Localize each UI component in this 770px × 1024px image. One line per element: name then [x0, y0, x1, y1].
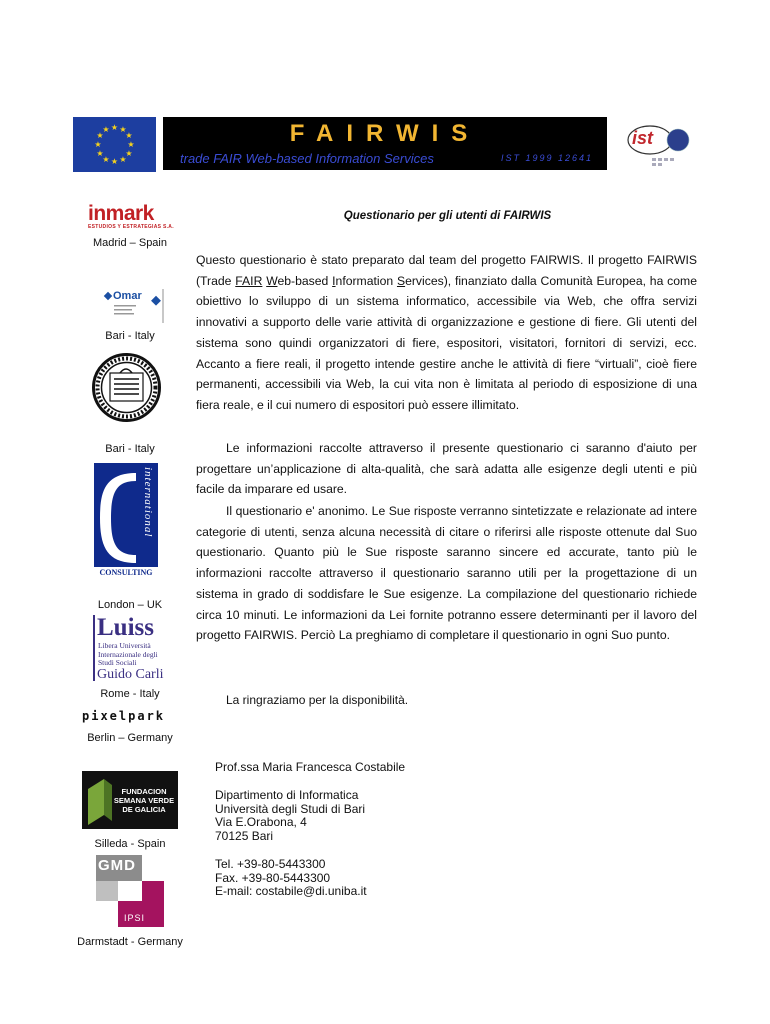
- svg-text:★: ★: [102, 125, 110, 134]
- svg-text:★: ★: [96, 149, 104, 158]
- signature-name: Prof.ssa Maria Francesca Costabile: [215, 760, 406, 774]
- fundacion-semana-verde-logo: [82, 771, 178, 829]
- ist-logo-text: ist: [632, 128, 654, 148]
- pixelpark-logo: pixelpark: [82, 709, 166, 723]
- fundacion-location: Silleda - Spain: [94, 838, 166, 850]
- ist-logo: [626, 120, 692, 170]
- svg-text:★: ★: [94, 140, 102, 149]
- svg-text:★: ★: [102, 155, 110, 164]
- omar-logo: [100, 287, 170, 325]
- luiss-name: Luiss: [97, 614, 154, 641]
- omar-location: Bari - Italy: [105, 330, 155, 342]
- consulting-label: CONSULTING: [99, 568, 153, 577]
- svg-text:★: ★: [110, 157, 119, 166]
- luiss-logo: [93, 615, 173, 681]
- svg-text:★: ★: [125, 149, 133, 158]
- svg-text:★: ★: [127, 140, 135, 149]
- svg-text:★: ★: [96, 131, 104, 140]
- questionnaire-title: Questionario per gli utenti di FAIRWIS: [343, 210, 552, 222]
- inmark-logo: inmark: [88, 202, 154, 225]
- consulting-international-logo: [94, 463, 158, 581]
- svg-text:★: ★: [119, 155, 127, 164]
- seal-location: Bari - Italy: [105, 443, 155, 455]
- intro-paragraph: Questo questionario è stato preparato dal team del progetto FAIRWIS. Il progetto FAIRWIS (Trade FAIR Web-based Information Services), finanziato dalla Comunità Europea, ha come obiettivo lo sviluppo di un sistema informatico, accessibile via Web, che offra servizi innovativi a supporto delle varie attività di organizzazione e gestione di fiere. Gli utenti del sistema sono quindi organizzatori di fiere, espositori, visitatori, fornitori di servizi, ecc. Accanto a fiere reali, il progetto intende gestire anche le attività di fiere “virtuali”, cioè fiere permanenti, accessibili via Web, la cui vita non è limitata al periodo di esposizione di una fiera reale, e il cui numero di espositori può essere illimitato.: [196, 253, 697, 412]
- fax-text: Fax. +39-80-5443300: [215, 870, 331, 885]
- fundacion-text: FUNDACION SEMANA VERDE DE GALICIA: [113, 787, 175, 814]
- inmark-location: Madrid – Spain: [93, 237, 167, 249]
- fairwis-banner: [163, 117, 607, 170]
- banner-code: IST 1999 12641: [501, 153, 594, 163]
- thanks-text: La ringraziamo per la disponibilità.: [226, 693, 409, 707]
- phone-text: Tel. +39-80-5443300: [215, 857, 326, 871]
- anonymity-paragraph: Il questionario e' anonimo. Le Sue risposte verranno sintetizzate e relazionate ad intere categorie di utenti, senza alcuna necessità di citare o riferirsi alle risposte ottenute dal Suo questionario. Quanto più le Sue risposte saranno sincere ed accurate, tanto più le informazioni raccolte attraverso il questionario saranno utili per la progettazione di un sistema in grado di soddisfare le Sue esigenze. La compilazione del questionario richiede circa 10 minuti. Le informazioni da Lei fornite potranno essere determinanti per il lavoro del progetto FAIRWIS. Perciò La preghiamo di completare il questionario in ogni Suo punto.: [196, 504, 697, 643]
- signature-address: Dipartimento di Informatica Università degli Studi di Bari Via E.Orabona, 4 70125 Bari: [215, 788, 366, 843]
- svg-text:★: ★: [110, 123, 119, 132]
- purpose-paragraph: Le informazioni raccolte attraverso il presente questionario ci saranno d'aiuto per progettare un’applicazione di alta-qualità, che sarà adatta alle esigenze degli utenti e più facile da imparare ed usare.: [196, 441, 697, 497]
- banner-subtitle: trade FAIR Web-based Information Services: [180, 151, 434, 166]
- consulting-location: London – UK: [97, 599, 163, 611]
- luiss-text: Libera Università Internazionale degli Studi Sociali: [98, 641, 158, 667]
- luiss-signature: Guido Carli: [97, 667, 164, 682]
- ipsi-name: IPSI: [124, 913, 146, 923]
- gmd-ipsi-logo: [96, 855, 164, 927]
- banner-title: FAIRWIS: [289, 120, 481, 147]
- svg-text:★: ★: [125, 131, 133, 140]
- inmark-subtitle: ESTUDIOS Y ESTRATEGIAS S.A.: [88, 224, 174, 230]
- consulting-vertical-text: international: [142, 467, 154, 538]
- eu-flag-logo: [73, 117, 156, 172]
- luiss-location: Rome - Italy: [100, 688, 160, 700]
- university-seal-logo: [92, 353, 161, 422]
- pixelpark-location: Berlin – Germany: [87, 732, 173, 744]
- gmd-location: Darmstadt - Germany: [77, 936, 183, 948]
- omar-name: Omar: [113, 290, 142, 302]
- svg-text:★: ★: [119, 125, 127, 134]
- gmd-name: GMD: [98, 857, 136, 874]
- signature-contacts: [215, 858, 367, 899]
- email-text: E-mail: costabile@di.uniba.it: [215, 884, 367, 899]
